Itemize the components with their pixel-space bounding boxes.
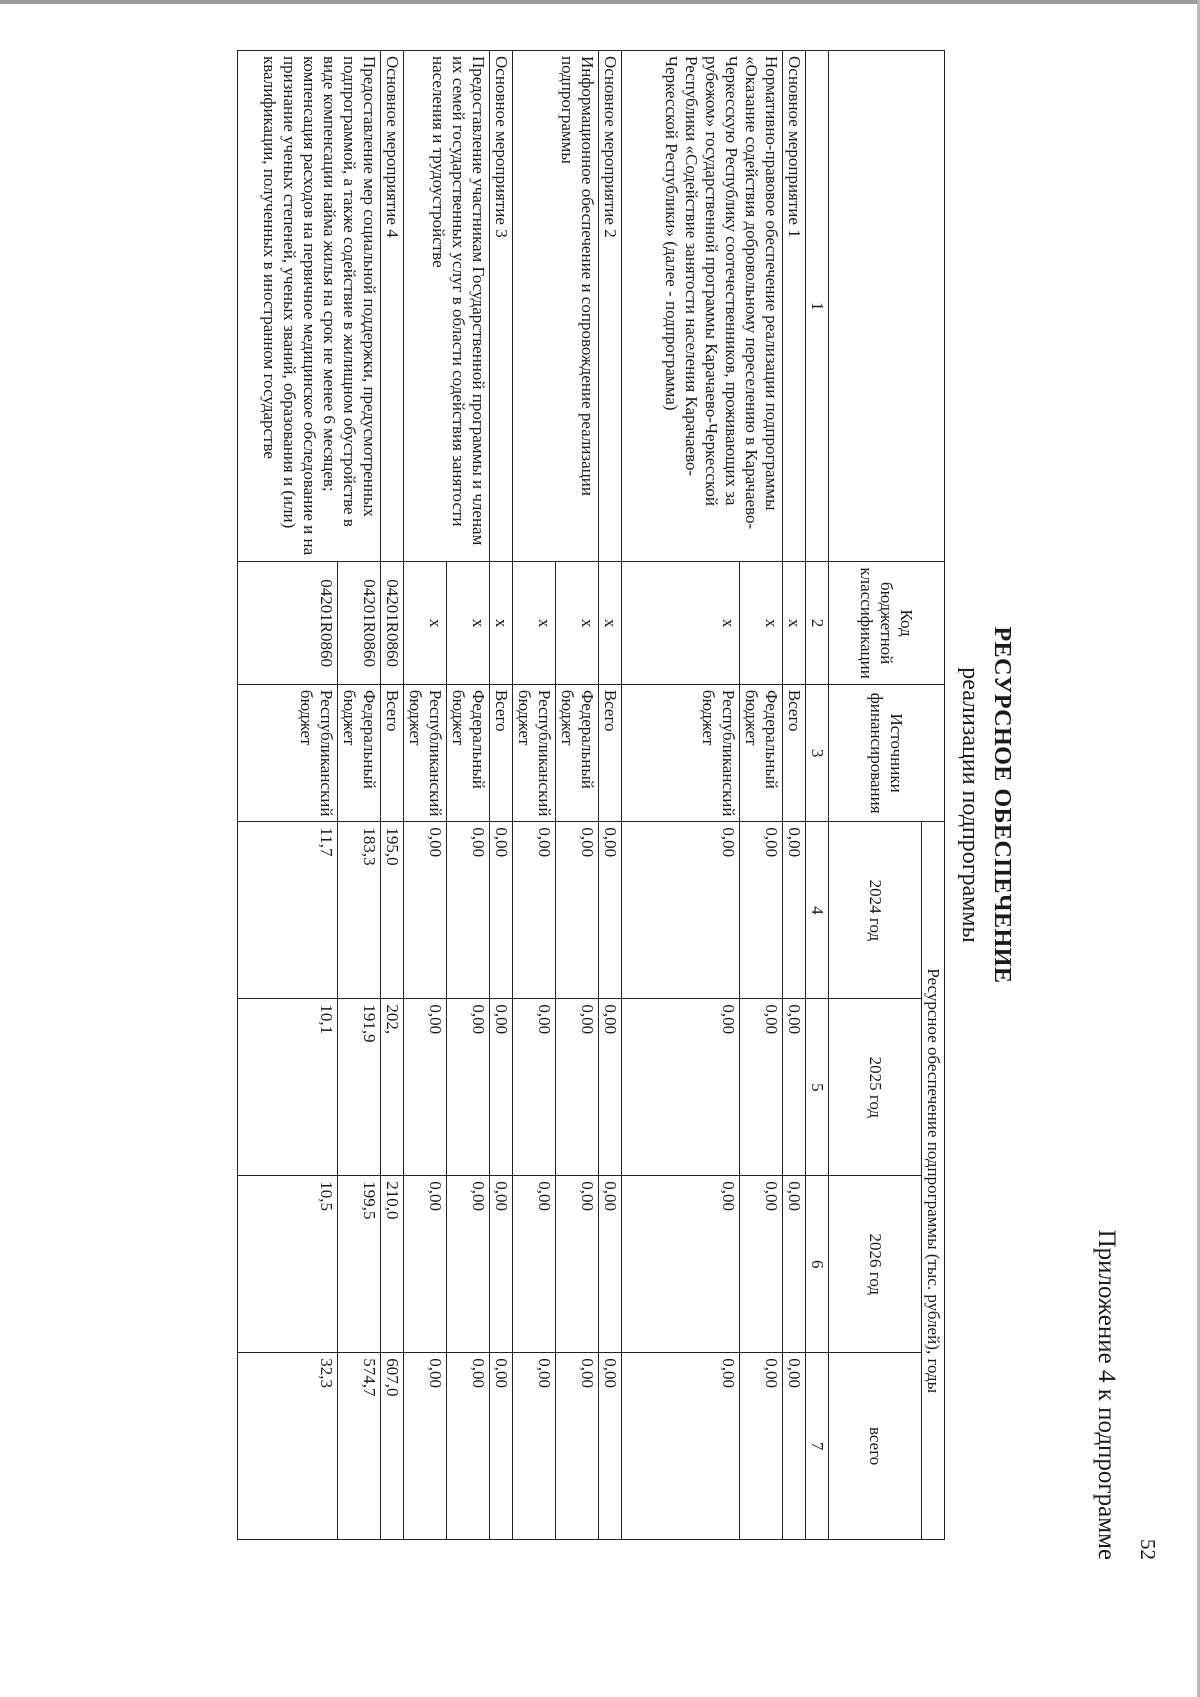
value-2026: 0,00 xyxy=(622,1176,740,1353)
budget-code: x xyxy=(740,562,783,684)
document-title: РЕСУРСНОЕ ОБЕСПЕЧЕНИЕ xyxy=(989,626,1015,984)
budget-code: x xyxy=(404,562,447,684)
header-2024: 2024 год xyxy=(829,822,922,999)
measure-title: Основное мероприятие 2 xyxy=(599,51,622,562)
value-total: 0,00 xyxy=(513,1353,556,1540)
value-2024: 0,00 xyxy=(740,822,783,999)
column-number-row xyxy=(806,51,829,1540)
value-total: 0,00 xyxy=(599,1353,622,1540)
funding-source: Всего xyxy=(783,684,806,822)
budget-code: 04201R0860 xyxy=(238,562,338,684)
measure-title-row xyxy=(599,51,622,1540)
value-2024: 0,00 xyxy=(622,822,740,999)
funding-source: Федеральный бюджет xyxy=(338,684,381,822)
measure-title-row xyxy=(783,51,806,1540)
funding-source: Федеральный бюджет xyxy=(740,684,783,822)
value-2026: 0,00 xyxy=(513,1176,556,1353)
col-number: 3 xyxy=(806,684,829,822)
value-2026: 0,00 xyxy=(490,1176,513,1353)
value-2026: 10,5 xyxy=(238,1176,338,1353)
value-total: 0,00 xyxy=(622,1353,740,1540)
value-2025: 0,00 xyxy=(513,999,556,1176)
header-resource-group: Ресурсное обеспечение подпрограммы (тыс. рублей), годы xyxy=(922,822,945,1540)
header-code: Код бюджетной классификации xyxy=(829,562,945,684)
value-2024: 0,00 xyxy=(513,822,556,999)
header-source: Источники финансирования xyxy=(829,684,945,822)
measure-description: Информационное обеспечение и сопровождение реализации подпрограммы xyxy=(513,51,599,562)
funding-source: Республиканский бюджет xyxy=(238,684,338,822)
header-description xyxy=(829,51,945,562)
value-2025: 0,00 xyxy=(556,999,599,1176)
measure-description: Нормативно-правовое обеспечение реализации подпрограммы «Оказание содействия добровольному переселению в Карачаево-Черкесскую Республику соотечественников, проживающих за рубежом» государственной программы Карачаево-Черкесской Республики «Содействие занятости населения Карачаево-Черкесской Республики» (далее - подпрограмма) xyxy=(622,51,783,562)
value-2026: 210,0 xyxy=(381,1176,404,1353)
table-row xyxy=(556,51,599,1540)
col-number: 1 xyxy=(806,51,829,562)
budget-code: x xyxy=(622,562,740,684)
funding-source: Республиканский бюджет xyxy=(404,684,447,822)
measure-title-row xyxy=(490,51,513,1540)
value-total: 0,00 xyxy=(556,1353,599,1540)
measure-title: Основное мероприятие 1 xyxy=(783,51,806,562)
value-2025: 0,00 xyxy=(404,999,447,1176)
budget-code: x xyxy=(783,562,806,684)
table-row xyxy=(447,51,490,1540)
budget-code: 04201R0860 xyxy=(338,562,381,684)
value-2025: 0,00 xyxy=(622,999,740,1176)
page-number: 52 xyxy=(1136,1539,1160,1560)
value-2026: 199,5 xyxy=(338,1176,381,1353)
measure-title: Основное мероприятие 4 xyxy=(381,51,404,562)
funding-source: Всего xyxy=(381,684,404,822)
value-2024: 11,7 xyxy=(238,822,338,999)
value-2026: 0,00 xyxy=(556,1176,599,1353)
value-2025: 0,00 xyxy=(490,999,513,1176)
value-total: 32,3 xyxy=(238,1353,338,1540)
col-number: 7 xyxy=(806,1353,829,1540)
scan-edge-top xyxy=(0,0,1200,4)
value-total: 0,00 xyxy=(740,1353,783,1540)
value-2024: 0,00 xyxy=(447,822,490,999)
value-2025: 202, xyxy=(381,999,404,1176)
budget-code: x xyxy=(513,562,556,684)
resource-table xyxy=(237,50,945,1540)
table-row xyxy=(740,51,783,1540)
header-2025: 2025 год xyxy=(829,999,922,1176)
budget-code: x xyxy=(556,562,599,684)
value-2025: 0,00 xyxy=(599,999,622,1176)
value-2025: 191,9 xyxy=(338,999,381,1176)
value-2025: 10,1 xyxy=(238,999,338,1176)
measure-title: Основное мероприятие 3 xyxy=(490,51,513,562)
table-row xyxy=(338,51,381,1540)
value-2026: 0,00 xyxy=(447,1176,490,1353)
value-2026: 0,00 xyxy=(740,1176,783,1353)
budget-code: x xyxy=(447,562,490,684)
value-total: 0,00 xyxy=(447,1353,490,1540)
value-total: 0,00 xyxy=(490,1353,513,1540)
value-2026: 0,00 xyxy=(783,1176,806,1353)
col-number: 5 xyxy=(806,999,829,1176)
value-total: 0,00 xyxy=(404,1353,447,1540)
value-2025: 0,00 xyxy=(447,999,490,1176)
funding-source: Всего xyxy=(490,684,513,822)
value-2024: 0,00 xyxy=(783,822,806,999)
value-2026: 0,00 xyxy=(404,1176,447,1353)
header-total: всего xyxy=(829,1353,922,1540)
value-2024: 183,3 xyxy=(338,822,381,999)
value-2024: 0,00 xyxy=(556,822,599,999)
value-2024: 0,00 xyxy=(599,822,622,999)
budget-code: x xyxy=(490,562,513,684)
value-2026: 0,00 xyxy=(599,1176,622,1353)
appendix-label: Приложение 4 к подпрограмме xyxy=(1093,1229,1120,1560)
col-number: 6 xyxy=(806,1176,829,1353)
measure-title-row xyxy=(381,51,404,1540)
funding-source: Федеральный бюджет xyxy=(447,684,490,822)
value-2025: 0,00 xyxy=(783,999,806,1176)
value-total: 607,0 xyxy=(381,1353,404,1540)
value-2025: 0,00 xyxy=(740,999,783,1176)
header-2026: 2026 год xyxy=(829,1176,922,1353)
header-row-1 xyxy=(922,51,945,1540)
document-subtitle: реализации подпрограммы xyxy=(957,667,983,943)
rotated-page-content xyxy=(260,50,1160,1560)
col-number: 2 xyxy=(806,562,829,684)
funding-source: Республиканский бюджет xyxy=(622,684,740,822)
col-number: 4 xyxy=(806,822,829,999)
value-total: 574,7 xyxy=(338,1353,381,1540)
funding-source: Республиканский бюджет xyxy=(513,684,556,822)
funding-source: Всего xyxy=(599,684,622,822)
funding-source: Федеральный бюджет xyxy=(556,684,599,822)
value-2024: 0,00 xyxy=(490,822,513,999)
value-total: 0,00 xyxy=(783,1353,806,1540)
value-2024: 0,00 xyxy=(404,822,447,999)
value-2024: 195,0 xyxy=(381,822,404,999)
measure-description: Предоставление участникам Государственной программы и членам их семей государственных услуг в области содействия занятости населения и трудоустройстве xyxy=(404,51,490,562)
budget-code: x xyxy=(599,562,622,684)
measure-description: Предоставление мер социальной поддержки, предусмотренных подпрограммой, а также содействие в жилищном обустройстве в виде компенсации найма жилья на срок не менее 6 месяцев; компенсация расходов на первичное медицинское обследование и на признание ученых степеней, ученых званий, образования и (или) квалификации, полученных в иностранном государстве xyxy=(238,51,381,562)
budget-code: 04201R0860 xyxy=(381,562,404,684)
